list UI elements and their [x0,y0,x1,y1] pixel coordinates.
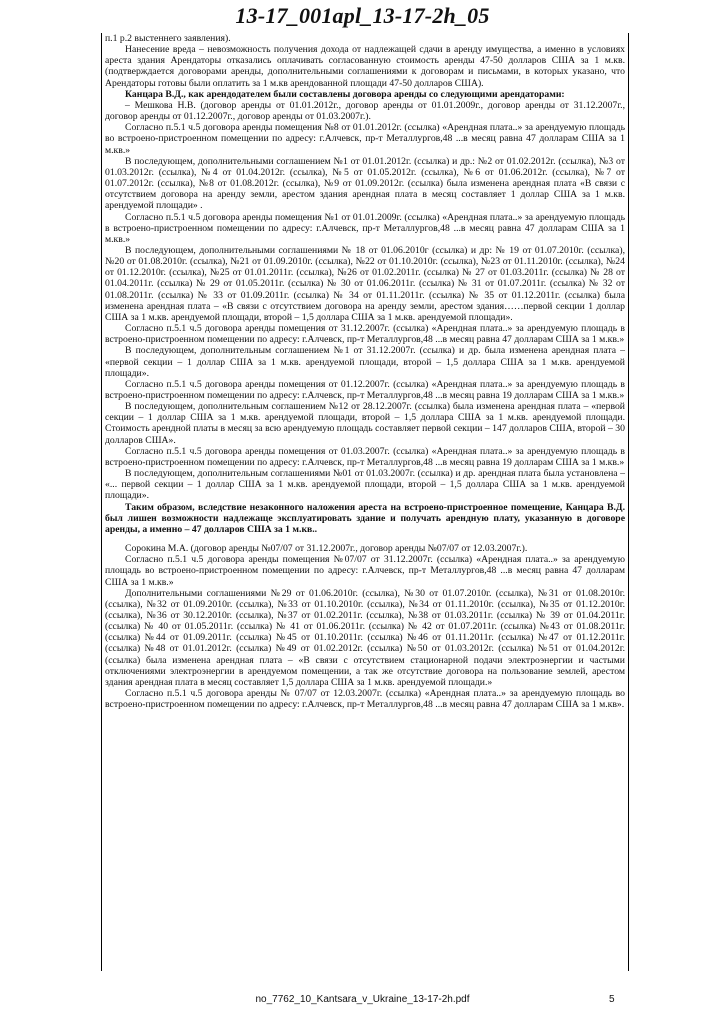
paragraph: Сорокина М.А. (договор аренды №07/07 от 31.12.2007г., договор аренды №07/07 от 12.03.2007г.). [125,543,528,555]
paragraph: Дополнительными соглашениями №29 от 01.06.2010г. (ссылка), №30 от 01.07.2010г. (ссылка), №31 от 01.08.2010г. (ссылка), №32 от 01.09.2010г. (ссылка), №33 от 01.10.2010г. (ссылка), №34 от 01.11.2010г. (ссылка), №35 от 01.12.2010г. (ссылка), №36 от 30.12.2010г. (ссылка), №37 от 01.02.2011г. (ссылка), №38 от 01.03.2011г. (ссылка) № 39 от 01.04.2011г. (ссылка) № 40 от 01.05.2011г. (ссылка) № 41 от 01.06.2011г. (ссылка) № 42 от 01.07.2011г. (ссылка) №43 от 01.08.2011г. (ссылка) №44 от 01.09.2011г. (ссылка) №45 от 01.10.2011г. (ссылка) №46 от 01.11.2011г. (ссылка) №47 от 01.12.2011г. (ссылка) №48 от 01.01.2012г. (ссылка) №49 от 01.02.2012г. (ссылка) №50 от 01.03.2012г. (ссылка) №51 от 01.04.2012г. (ссылка) была изменена арендная плата – «В связи с отсутствием стационарной подачи электроэнергии и частыми отключениями электроэнергии в арендуемом помещении, а так же отсутствие договора на пользование землей, арестом здания арендная плата в месяц составляет 1,5 доллара США за 1 м.кв. арендуемой площади.» [105,587,625,688]
paragraph: В последующем, дополнительным соглашением №1 от 31.12.2007г. (ссылка) и др. была изменена арендная плата – «первой секции – 1 доллар США за 1 м.кв. арендуемой площади, второй – 1,5 доллара США за 1 м.кв. арендуемой площади». [105,345,625,379]
document-body [105,33,625,710]
paragraph-spacer [105,535,625,543]
paragraph: Канцара В.Д., как арендодателем были составлены договора аренды со следующими арендаторами: [125,88,565,100]
paragraph: Таким образом, вследствие незаконного наложения ареста на встроено-пристроенное помещение, Канцара В.Д. был лишен возможности надлежаще эксплуатировать здание и получать арендную плату, указанную в договоре аренды, а именно – 47 долларов США за 1 м.кв.. [105,501,625,535]
paragraph: В последующем, дополнительным соглашением №12 от 28.12.2007г. (ссылка) была изменена арендная плата – «первой секции – 1 доллар США за 1 м.кв. арендуемой площади, второй – 1,5 доллара США за 1 м.кв. арендуемой площади. Стоимость арендной платы в месяц за всю арендуемую площадь составляет первой секции – 147 долларов США, второй – 30 долларов США». [105,401,625,446]
document-header: 13-17_001apl_13-17-2h_05 [235,3,490,28]
paragraph: В последующем, дополнительным соглашениями №01 от 01.03.2007г. (ссылка) и др. арендная плата была установлена – «... первой секции – 1 доллар США за 1 м.кв. арендуемой площади, второй – 1,5 доллара США за 1 м.кв. арендуемой площади». [105,468,625,502]
page-number: 5 [609,994,615,1005]
left-margin-rule [101,33,102,971]
paragraph: Согласно п.5.1 ч.5 договора аренды помещения №8 от 01.01.2012г. (ссылка) «Арендная плата..» за арендуемую площадь во встроено-пристроенном помещении по адресу: г.Алчевск, пр-т Металлургов,48 ...в месяц равна 47 долларам США за 1 м.кв.» [105,122,625,156]
paragraph: Согласно п.5.1 ч.5 договора аренды помещения №07/07 от 31.12.2007г. (ссылка) «Арендная плата..» за арендуемую площадь во встроено-пристроенном помещении по адресу: г.Алчевск, пр-т Металлургов,48 ...в месяц равна 47 долларам США за 1 м.кв.» [105,554,625,588]
paragraph: Согласно п.5.1 ч.5 договора аренды помещения от 31.12.2007г. (ссылка) «Арендная плата..» за арендуемую площадь в встроено-пристроенном помещении по адресу: г.Алчевск, пр-т Металлургов,48 ...в месяц равна 47 долларам США за 1 м.кв.» [105,323,625,346]
footer-filename: no_7762_10_Kantsara_v_Ukraine_13-17-2h.pdf [255,994,470,1005]
paragraph: п.1 р.2 выстеннего заявления). [105,33,231,44]
paragraph: Согласно п.5.1 ч.5 договора аренды помещения от 01.03.2007г. (ссылка) «Арендная плата..» за арендуемую площадь в встроено-пристроенном помещении по адресу: г.Алчевск, пр-т Металлургов,48 ...в месяц равна 19 долларам США за 1 м.кв.» [105,445,625,468]
paragraph: Согласно п.5.1 ч.5 договора аренды помещения от 01.12.2007г. (ссылка) «Арендная плата..» за арендуемую площадь в встроено-пристроенном помещении по адресу: г.Алчевск, пр-т Металлургов,48 ...в месяц равна 19 долларам США за 1 м.кв.» [105,378,625,401]
paragraph: – Мешкова Н.В. (договор аренды от 01.01.2012г., договор аренды от 01.01.2009г., договор аренды от 31.12.2007г., договор аренды от 01.12.2007г., договор аренды от 01.03.2007г.). [105,99,625,123]
paragraph: Согласно п.5.1 ч.5 договора аренды помещения №1 от 01.01.2009г. (ссылка) «Арендная плата..» за арендуемую площадь в встроено-пристроенном помещении по адресу: г.Алчевск, пр-т Металлургов,48 ...в месяц равна 47 долларам США за 1 м.кв.» [105,211,625,245]
paragraph: В последующем, дополнительными соглашением №1 от 01.01.2012г. (ссылка) и др.: №2 от 01.02.2012г. (ссылка), №3 от 01.03.2012г. (ссылка), №4 от 01.04.2012г. (ссылка), №5 от 01.05.2012г. (ссылка), №6 от 01.06.2012г. (ссылка), №7 от 01.07.2012г. (ссылка), №8 от 01.08.2012г. (ссылка), №9 от 01.09.2012г. (ссылка) была изменена арендная плата «В связи с отсутствием договора на аренду земли, арестом здания арендная плата в месяц составляет 1 доллар США за 1 м.кв. арендуемой площади» . [105,155,625,212]
paragraph: Согласно п.5.1 ч.5 договора аренды № 07/07 от 12.03.2007г. (ссылка) «Арендная плата..» за арендуемую площадь во встроено-пристроенном помещении по адресу: г.Алчевск, пр-т Металлургов,48 ...в месяц равна 47 долларам США за 1 м.кв». [105,688,625,711]
paragraph: Нанесение вреда – невозможность получения дохода от надлежащей сдачи в аренду имущества, а именно в условиях ареста здания Арендаторы отказались оплачивать согласованную стоимость аренды 47-50 долларов США за 1 м.кв. (подтверждается договорами аренды, дополнительными соглашениями к договорам и письмами, в которых указано, что Арендаторы готовы были оплатить за 1 м.кв арендованной площади 47-50 долларов США). [105,44,625,89]
right-margin-rule [628,33,629,971]
paragraph: В последующем, дополнительными соглашениями № 18 от 01.06.2010г (ссылка) и др: № 19 от 01.07.2010г. (ссылка), №20 от 01.08.2010г. (ссылка), №21 от 01.09.2010г. (ссылка), №22 от 01.10.2010г. (ссылка), №23 от 01.11.2010г. (ссылка), №24 от 01.12.2010г. (ссылка), №25 от 01.01.2011г. (ссылка), №26 от 01.02.2011г. (ссылка) № 27 от 01.03.2011г. (ссылка) № 28 от 01.04.2011г. (ссылка) № 29 от 01.05.2011г. (ссылка) № 30 от 01.06.2011г. (ссылка) № 31 от 01.07.2011г. (ссылка) № 32 от 01.08.2011г. (ссылка) № 33 от 01.09.2011г. (ссылка) № 34 от 01.11.2011г. (ссылка) № 35 от 01.12.2011г. (ссылка) была изменена арендная плата – «В связи с отсутствием договора на аренду земли, арестом здания……первой секции 1 доллар США за 1 м.кв. арендуемой площади, второй – 1,5 доллара США за 1 м.кв. арендуемой площади». [105,244,625,323]
